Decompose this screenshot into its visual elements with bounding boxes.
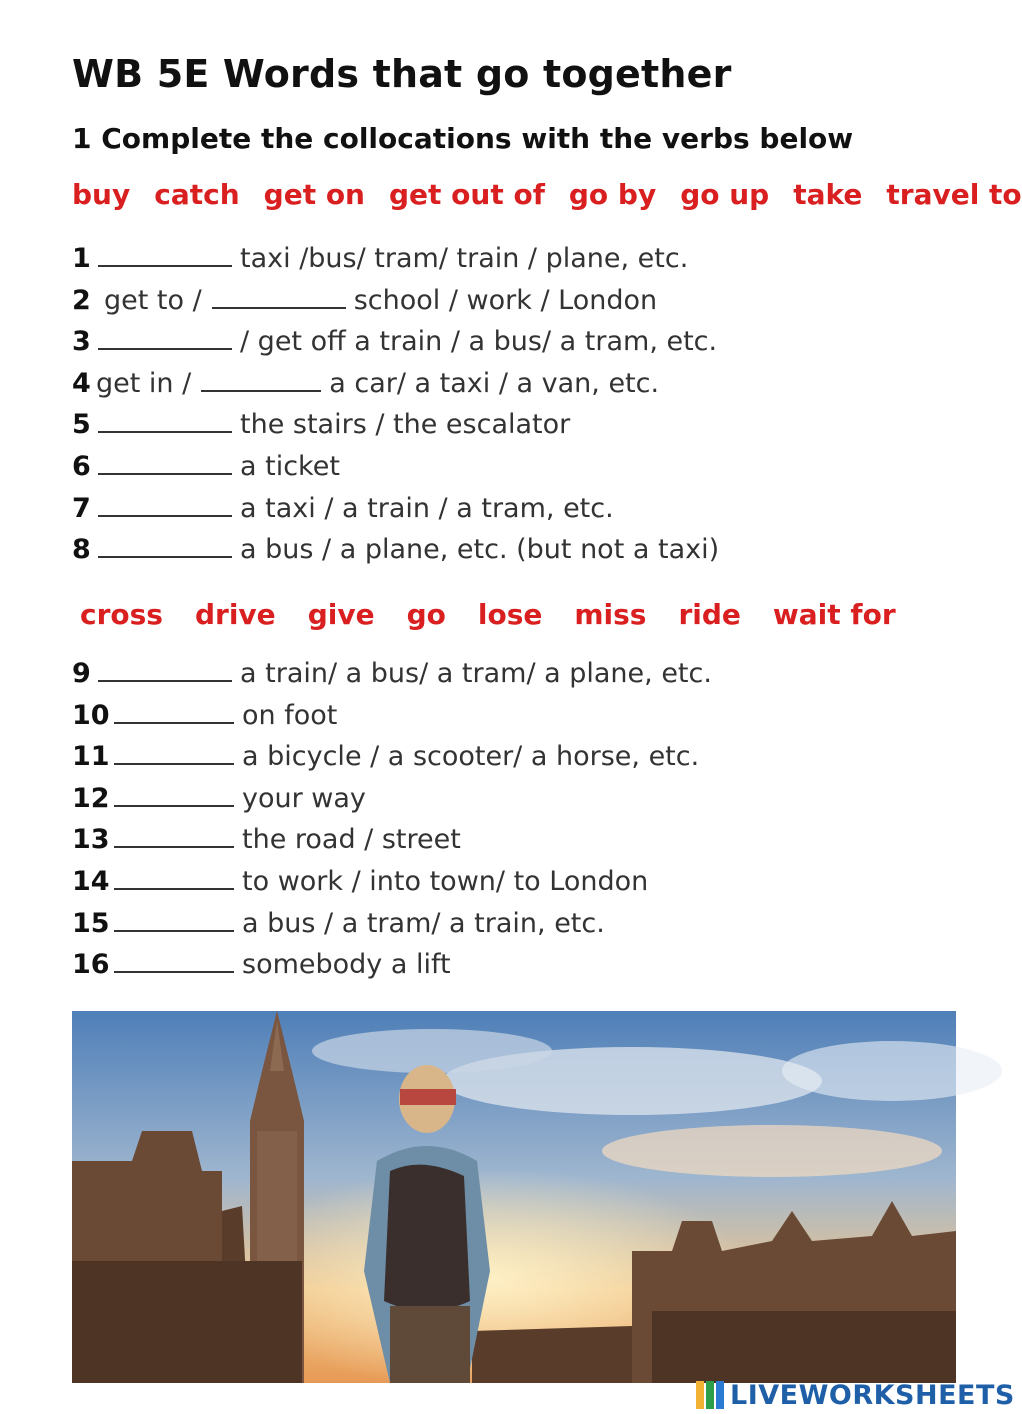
word-bank-word: miss [574,598,647,631]
item-text: a train/ a bus/ a tram/ a plane, etc. [240,658,712,689]
word-bank-word: wait for [772,598,896,631]
word-bank-word: get out of [389,178,545,211]
answer-blank[interactable] [114,822,234,848]
item-text: the road / street [242,824,461,856]
word-bank-word: take [793,178,863,211]
answer-blank[interactable] [114,698,234,724]
item-text: the stairs / the escalator [240,409,571,441]
collocation-item [72,905,712,947]
item-number: 4 [72,367,91,399]
item-text: a bus / a tram/ a train, etc. [242,907,605,939]
word-bank-2 [80,598,896,631]
collocation-item [72,697,712,739]
answer-blank[interactable] [114,864,234,890]
answer-blank[interactable] [98,324,232,350]
item-text: a ticket [240,450,340,482]
answer-blank[interactable] [98,491,232,517]
item-number: 6 [72,450,91,482]
word-bank-word: get on [263,178,365,211]
answer-blank[interactable] [98,532,232,558]
item-text: on foot [242,699,338,731]
item-number: 13 [72,824,110,856]
item-text: taxi /bus/ tram/ train / plane, etc. [240,243,689,274]
item-number: 5 [72,409,91,441]
item-number: 10 [72,699,110,731]
item-number: 16 [72,949,110,981]
answer-blank[interactable] [98,241,232,267]
word-bank-word: buy [72,178,131,211]
answer-blank[interactable] [98,656,232,682]
collocation-item [72,655,712,697]
exercise-instruction: 1 Complete the collocations with the verbs below [72,122,854,155]
item-number: 2 [72,284,91,316]
answer-blank[interactable] [98,449,232,475]
logo-text: LIVEWORKSHEETS [730,1379,1015,1411]
item-text: your way [242,782,366,814]
item-number: 9 [72,658,91,689]
answer-blank[interactable] [114,739,234,765]
word-bank-word: lose [477,598,543,631]
word-bank-word: ride [678,598,741,631]
collocation-item [72,365,719,407]
item-text: to work / into town/ to London [242,865,649,897]
item-number: 15 [72,907,110,939]
collocation-item [72,406,719,448]
collocation-item [72,821,712,863]
item-number: 7 [72,492,91,524]
collocation-list-1 [72,240,719,573]
item-number: 3 [72,326,91,358]
answer-blank[interactable] [114,947,234,973]
item-number: 1 [72,243,91,274]
collocation-item [72,323,719,365]
word-bank-word: go up [680,178,770,211]
word-bank-word: go by [568,178,657,211]
collocation-item [72,531,719,573]
travel-photo [72,1011,956,1383]
item-text: a bus / a plane, etc. (but not a taxi) [240,534,720,566]
word-bank-word: cross [80,598,163,631]
item-number: 11 [72,741,110,773]
item-prefix: get in / [96,367,192,399]
answer-blank[interactable] [212,283,346,309]
collocation-item [72,780,712,822]
worksheet-title: WB 5E Words that go together [72,52,732,96]
word-bank-word: travel to [886,178,1022,211]
collocation-item [72,738,712,780]
word-bank-word: catch [154,178,240,211]
collocation-item [72,490,719,532]
collocation-item [72,282,719,324]
item-number: 8 [72,534,91,566]
answer-blank[interactable] [114,906,234,932]
answer-blank[interactable] [201,366,321,392]
item-number: 12 [72,782,110,814]
item-text: school / work / London [353,284,658,316]
item-text: a bicycle / a scooter/ a horse, etc. [242,741,700,773]
collocation-item [72,863,712,905]
answer-blank[interactable] [114,781,234,807]
collocation-item [72,448,719,490]
word-bank-word: give [307,598,375,631]
word-bank-word: go [406,598,446,631]
item-text: a taxi / a train / a tram, etc. [240,492,614,524]
answer-blank[interactable] [98,407,232,433]
item-text: a car/ a taxi / a van, etc. [329,367,660,399]
item-text: somebody a lift [242,949,451,981]
collocation-item [72,240,719,282]
collocation-list-2 [72,655,712,988]
item-text: / get off a train / a bus/ a tram, etc. [240,326,718,358]
liveworksheets-icon [696,1381,724,1409]
item-prefix: get to / [104,284,202,316]
word-bank-word: drive [194,598,276,631]
liveworksheets-logo [696,1378,1015,1412]
item-number: 14 [72,865,110,897]
collocation-item [72,946,712,988]
word-bank-1 [72,178,1022,211]
